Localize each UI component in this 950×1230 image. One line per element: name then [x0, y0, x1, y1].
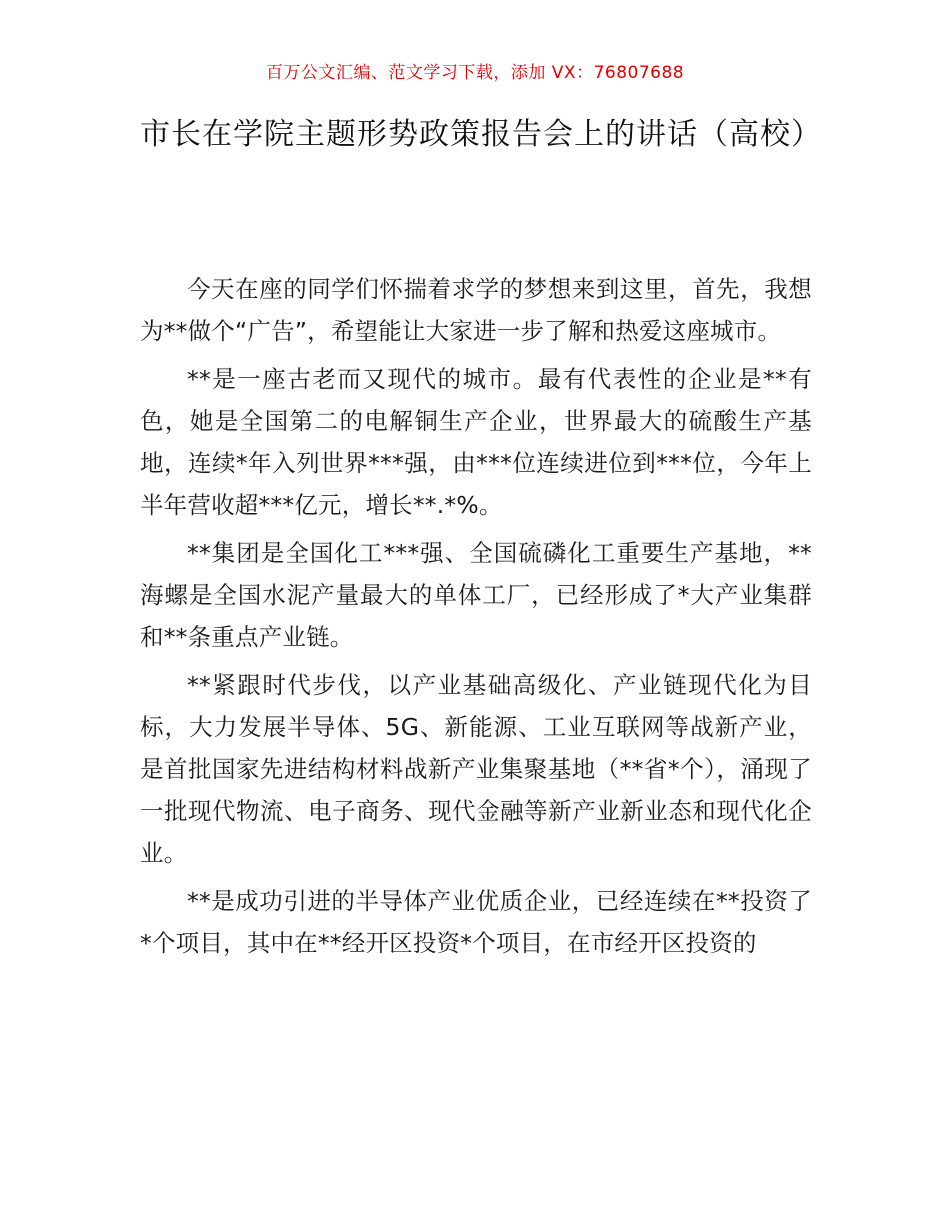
document-title: 市长在学院主题形势政策报告会上的讲话（高校）: [140, 117, 822, 152]
paragraph: **是成功引进的半导体产业优质企业，已经连续在**投资了*个项目，其中在**经开区投资*个项目，在市经开区投资的: [140, 887, 812, 957]
paragraph: 今天在座的同学们怀揣着求学的梦想来到这里，首先，我想为**做个“广告”，希望能让大家进一步了解和热爱这座城市。: [140, 275, 812, 345]
paragraph: **集团是全国化工***强、全国硫磷化工重要生产基地，**海螺是全国水泥产量最大的单体工厂，已经形成了*大产业集群和**条重点产业链。: [140, 539, 812, 651]
paragraph: **是一座古老而又现代的城市。最有代表性的企业是**有色，她是全国第二的电解铜生产企业，世界最大的硫酸生产基地，连续*年入列世界***强，由***位连续进位到***位，今年上半年营收超***亿元，增长**.*%。: [140, 365, 812, 519]
watermark-banner: 百万公文汇编、范文学习下载，添加 VX：76807688: [265, 63, 685, 83]
document-body: [140, 268, 812, 970]
paragraph: **紧跟时代步伐，以产业基础高级化、产业链现代化为目标，大力发展半导体、5G、新能源、工业互联网等战新产业，是首批国家先进结构材料战新产业集聚基地（**省*个），涌现了一批现代物流、电子商务、现代金融等新产业新业态和现代化企业。: [140, 671, 812, 867]
